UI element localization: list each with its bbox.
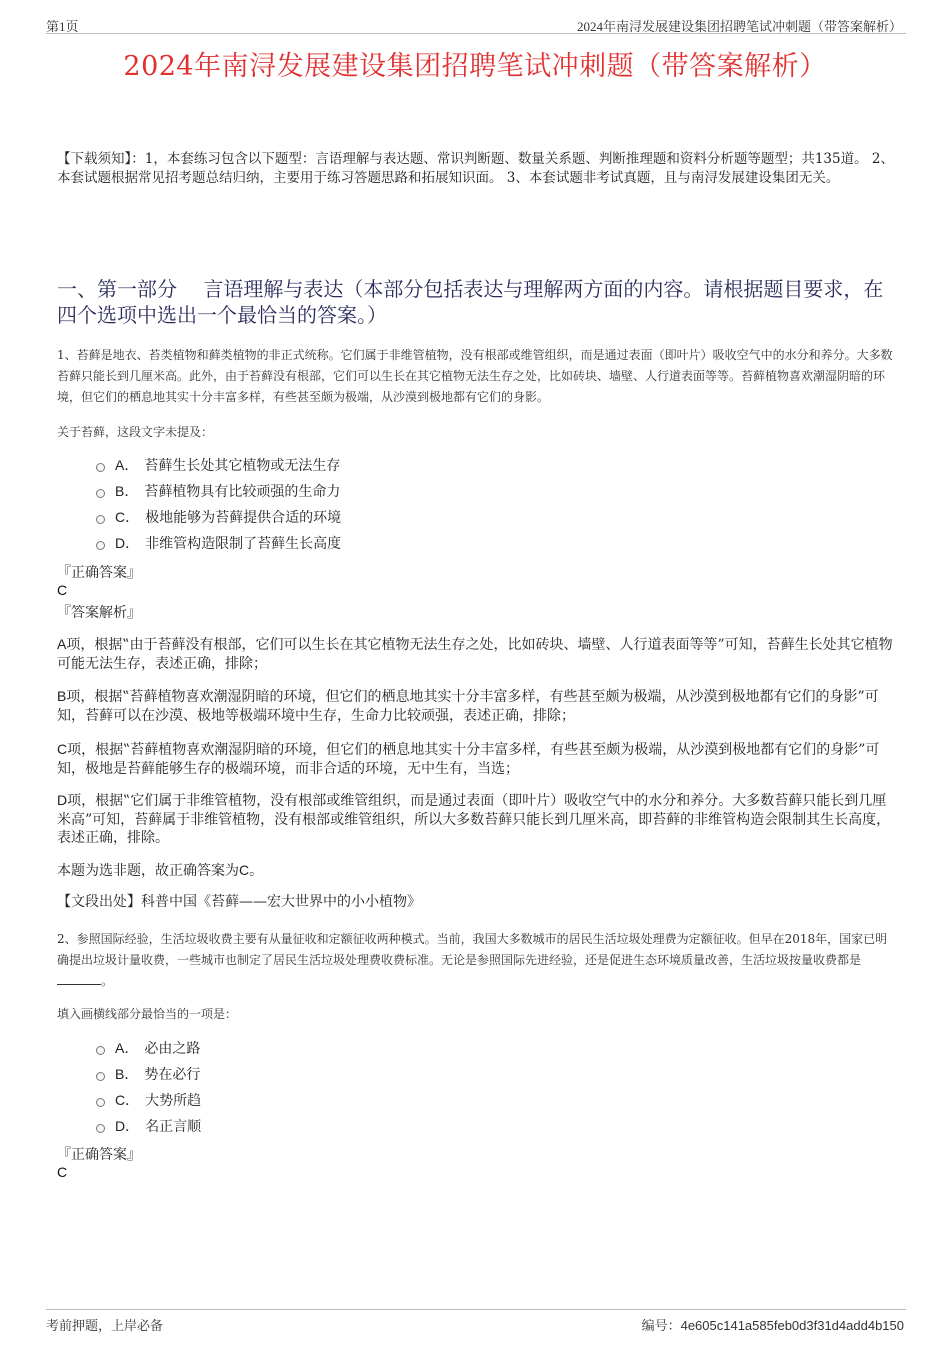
option-d[interactable]: D． 名正言顺	[96, 1113, 496, 1139]
option-c[interactable]: C． 极地能够为苔藓提供合适的环境	[96, 504, 496, 530]
analysis-b: B项，根据‟苔藓植物喜欢潮湿阴暗的环境，但它们的栖息地其实十分丰富多样，有些甚至颇为极端，从沙漠到极地都有它们的身影”可知，苔藓可以在沙漠、极地等极端环境中生存，生命力比较顽强，表述正确，排除；	[57, 688, 879, 724]
text-source: 【文段出处】科普中国《苔藓——宏大世界中的小小植物》	[57, 894, 421, 910]
option-b[interactable]: B． 苔藓植物具有比较顽强的生命力	[96, 478, 496, 504]
header-doc-title: 2024年南浔发展建设集团招聘笔试冲刺题（带答案解析）	[576, 19, 902, 34]
analysis-d: D项，根据‟它们属于非维管植物，没有根部或维管组织，而是通过表面（即叶片）吸收空气中的水分和养分。大多数苔藓只能长到几厘米高”可知，苔藓属于非维管植物，没有根部或维管组织，所以大多数苔藓只能长到几厘米高，即苔藓的非维管构造会限制其生长高度，表述正确，排除。	[57, 792, 891, 846]
footer-code: 编号：4e605c141a585feb0d3f31d4add4b150	[641, 1318, 904, 1334]
correct-answer-label: 『正确答案』	[57, 565, 141, 581]
correct-answer-label: 『正确答案』	[57, 1147, 141, 1163]
option-a[interactable]: A． 必由之路	[96, 1035, 496, 1061]
download-notice: 【下载须知】：1，本套练习包含以下题型：言语理解与表达题、常识判断题、数量关系题、判断推理题和资料分析题等题型；共135道。 2、本套试题根据常见招考题总结归纳，主要用于练习答题思路和拓展知识面。 3、本套试题非考试真题，且与南浔发展建设集团无关。	[57, 151, 894, 186]
footer-slogan: 考前押题，上岸必备	[46, 1319, 164, 1334]
correct-answer: C	[57, 582, 68, 598]
radio-icon[interactable]	[96, 463, 105, 472]
radio-icon[interactable]	[96, 541, 105, 550]
analysis-c: C项，根据‟苔藓植物喜欢潮湿阴暗的环境，但它们的栖息地其实十分丰富多样，有些甚至颇为极端，从沙漠到极地都有它们的身影”可知，极地是苔藓能够生存的极端环境，而非合适的环境，无中生有，当选；	[57, 741, 880, 777]
analysis-label: 『答案解析』	[57, 605, 141, 621]
radio-icon[interactable]	[96, 1072, 105, 1081]
option-d[interactable]: D． 非维管构造限制了苔藓生长高度	[96, 530, 496, 556]
radio-icon[interactable]	[96, 489, 105, 498]
correct-answer: C	[57, 1164, 68, 1180]
radio-icon[interactable]	[96, 1098, 105, 1107]
question-1-options	[96, 452, 496, 556]
page-footer	[46, 1309, 906, 1333]
option-b[interactable]: B． 势在必行	[96, 1061, 496, 1087]
radio-icon[interactable]	[96, 1124, 105, 1133]
option-c[interactable]: C． 大势所趋	[96, 1087, 496, 1113]
question-2-stem: 2、参照国际经验，生活垃圾收费主要有从量征收和定额征收两种模式。当前，我国大多数城市的居民生活垃圾处理费为定额征收。但早在2018年，国家已明确提出垃圾计量收费，一些城市也制定了居民生活垃圾处理费收费标准。无论是参照国际先进经验，还是促进生态环境质量改善，生活垃圾按量收费都是。	[57, 932, 888, 988]
fill-blank	[57, 973, 101, 985]
analysis-conclusion: 本题为选非题，故正确答案为C。	[57, 862, 264, 879]
question-2-options	[96, 1035, 496, 1139]
option-a[interactable]: A． 苔藓生长处其它植物或无法生存	[96, 452, 496, 478]
page-number: 第1页	[46, 19, 79, 34]
section-title: 一、第一部分 言语理解与表达（本部分包括表达与理解两方面的内容。请根据题目要求，在四个选项中选出一个最恰当的答案。）	[57, 277, 884, 327]
question-1-stem: 1、苔藓是地衣、苔类植物和藓类植物的非正式统称。它们属于非维管植物，没有根部或维管组织，而是通过表面（即叶片）吸收空气中的水分和养分。大多数苔藓只能长到几厘米高。此外，由于苔藓没有根部，它们可以生长在其它植物无法生存之处，比如砖块、墙壁、人行道表面等等。苔藓植物喜欢潮湿阴暗的环境，但它们的栖息地其实十分丰富多样，有些甚至颇为极端，从沙漠到极地都有它们的身影。	[57, 348, 893, 404]
analysis-a: A项，根据‟由于苔藓没有根部，它们可以生长在其它植物无法生存之处，比如砖块、墙壁、人行道表面等等”可知，苔藓生长处其它植物可能无法生存，表述正确，排除；	[57, 636, 893, 672]
radio-icon[interactable]	[96, 1046, 105, 1055]
radio-icon[interactable]	[96, 515, 105, 524]
page-header	[46, 14, 906, 34]
document-title: 2024年南浔发展建设集团招聘笔试冲刺题（带答案解析）	[123, 51, 827, 82]
question-1-prompt: 关于苔藓，这段文字未提及：	[57, 425, 214, 439]
question-2-prompt: 填入画横线部分最恰当的一项是：	[57, 1007, 238, 1021]
